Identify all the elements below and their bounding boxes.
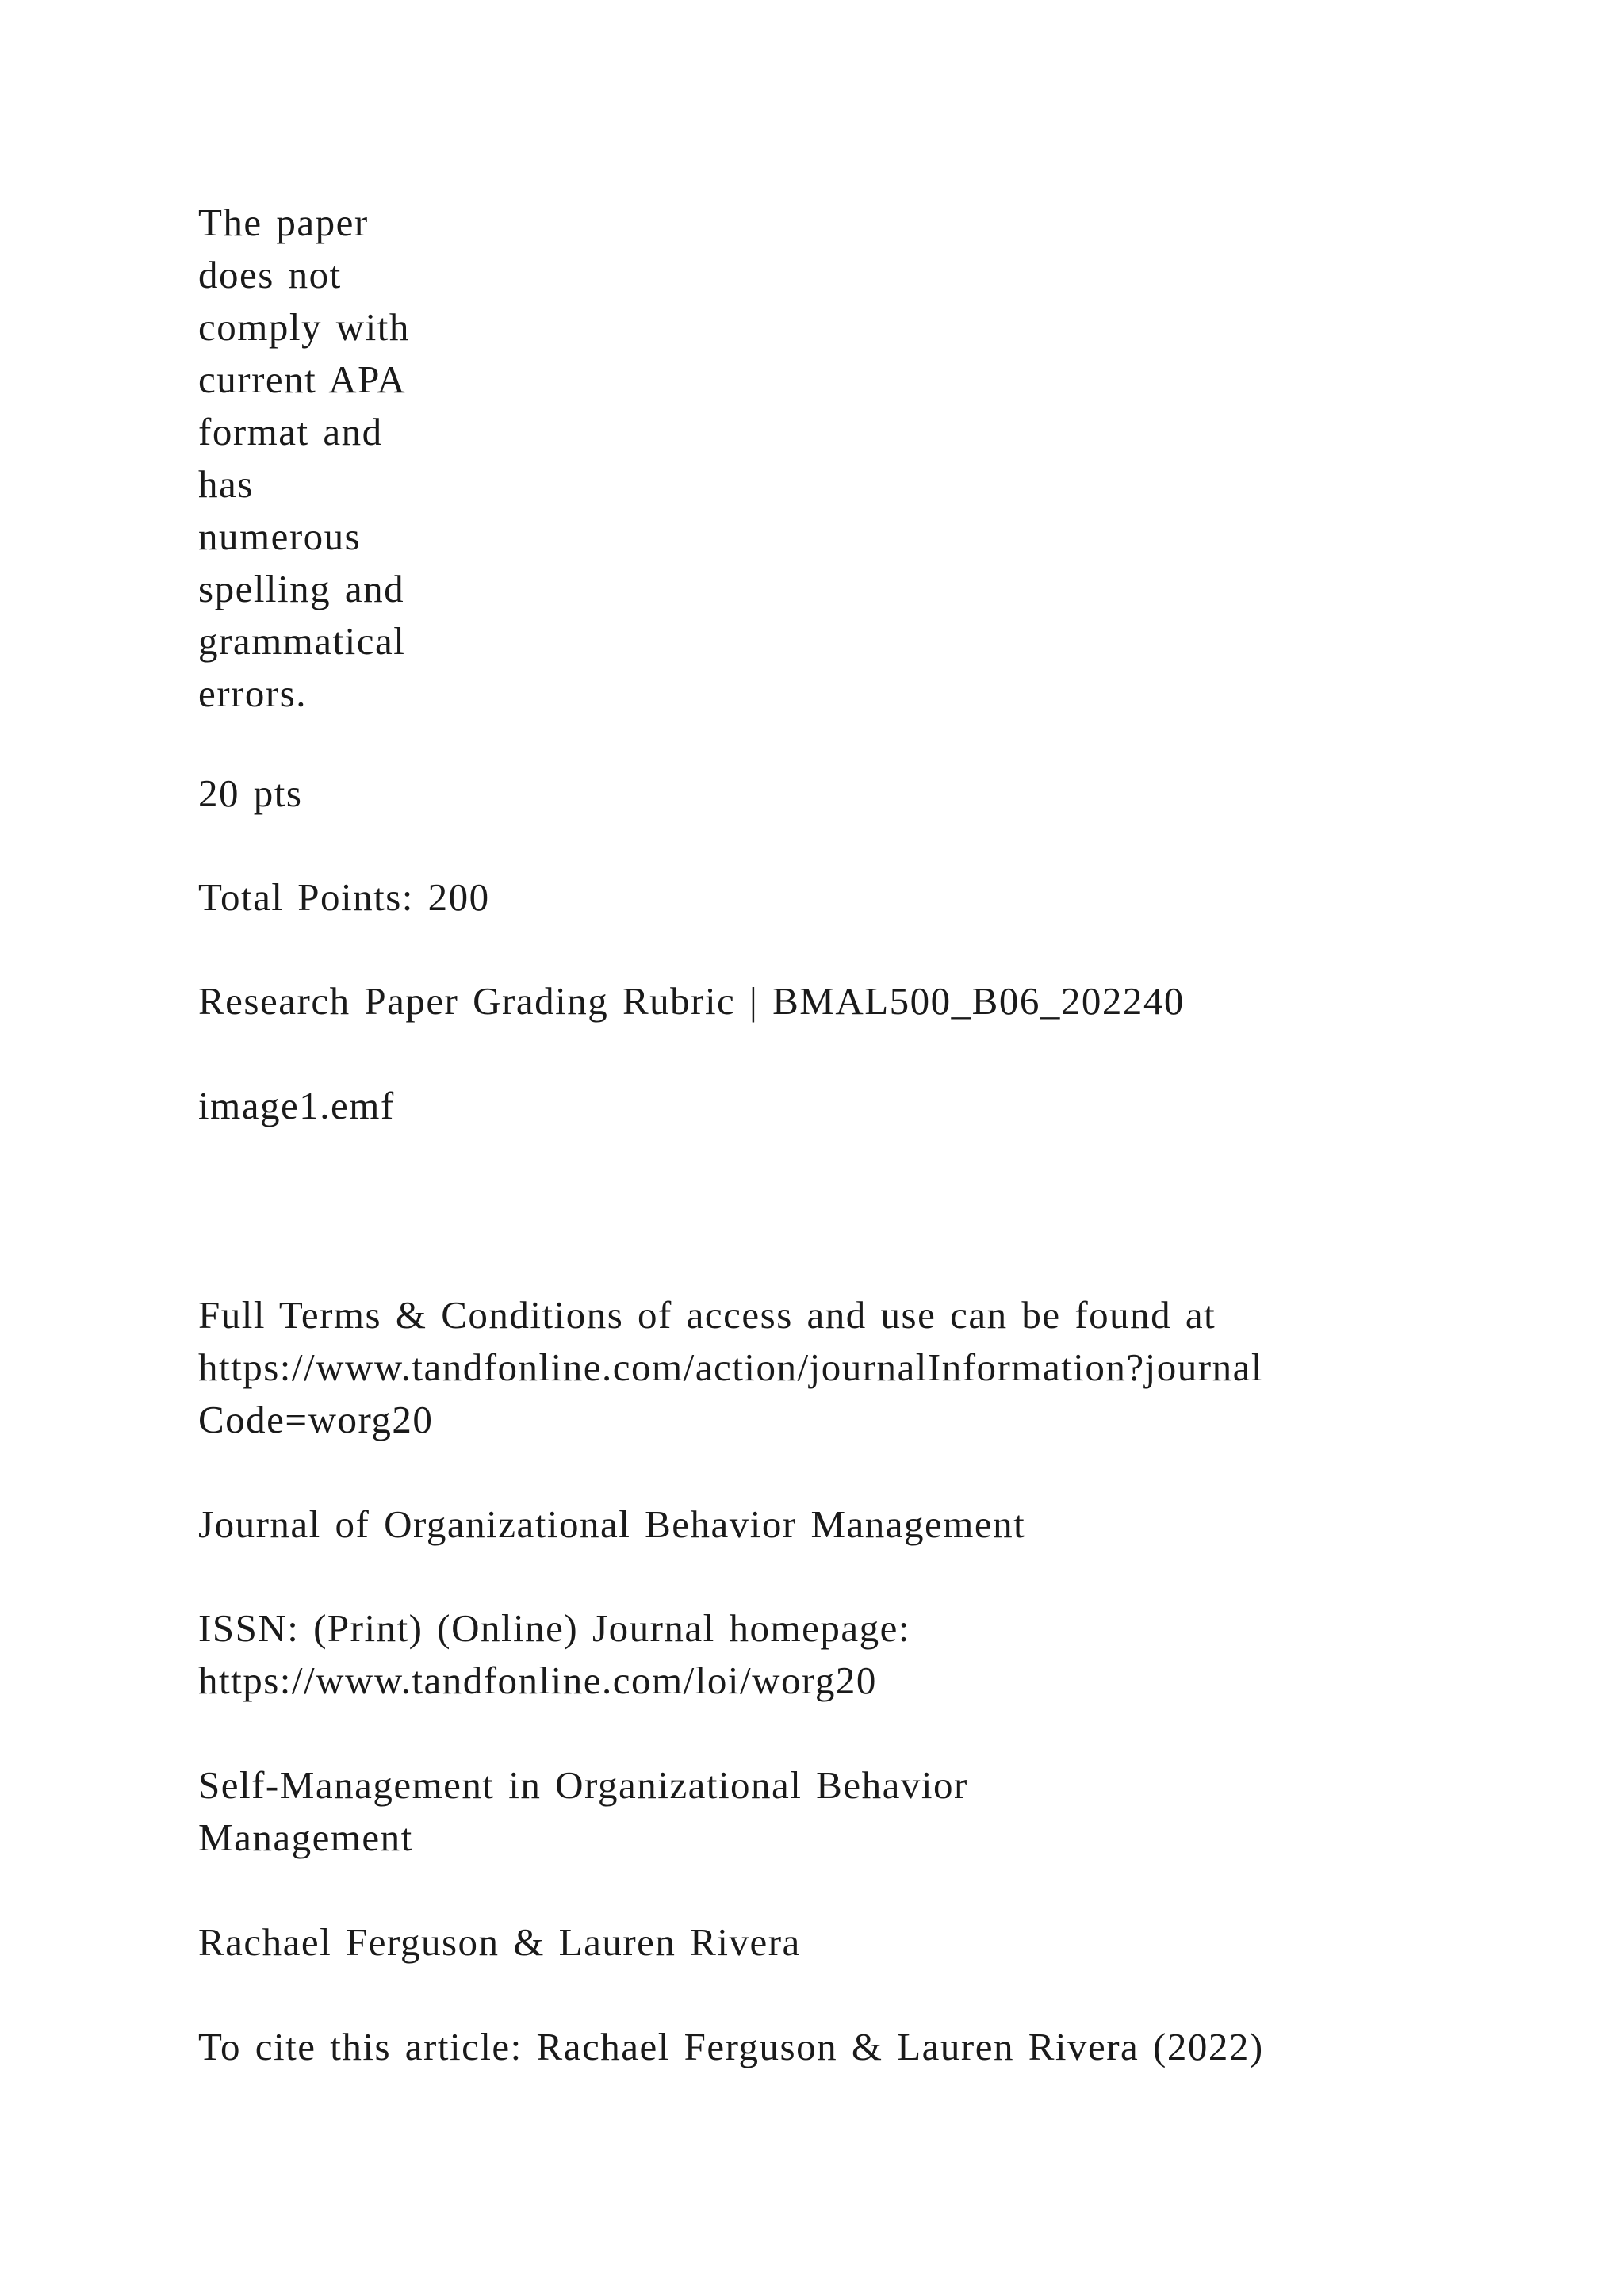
terms-and-conditions <box>198 1289 1263 1446</box>
rubric-cell-line: has <box>198 462 254 506</box>
citation-line: To cite this article: Rachael Ferguson & Lauren Rivera (2022) <box>198 2025 1264 2068</box>
article-title-line: Management <box>198 1816 413 1859</box>
image-reference: image1.emf <box>198 1084 395 1127</box>
rubric-cell-line: current APA <box>198 358 407 401</box>
journal-name: Journal of Organizational Behavior Management <box>198 1502 1026 1546</box>
rubric-cell-line: comply with <box>198 305 410 349</box>
terms-url-line: https://www.tandfonline.com/action/journalInformation?journal <box>198 1345 1263 1389</box>
article-title <box>198 1759 968 1864</box>
rubric-cell-line: does not <box>198 253 342 297</box>
points-value: 20 pts <box>198 771 303 815</box>
rubric-cell-line: The paper <box>198 201 369 244</box>
journal-homepage-url: https://www.tandfonline.com/loi/worg20 <box>198 1659 877 1702</box>
rubric-cell-line: grammatical <box>198 619 406 663</box>
rubric-cell-line: numerous <box>198 515 362 558</box>
terms-line: Full Terms & Conditions of access and use can be found at <box>198 1293 1216 1337</box>
issn-line: ISSN: (Print) (Online) Journal homepage: <box>198 1606 910 1650</box>
rubric-title: Research Paper Grading Rubric | BMAL500_B06_202240 <box>198 979 1185 1023</box>
rubric-cell-text <box>198 197 410 720</box>
article-title-line: Self-Management in Organizational Behavior <box>198 1763 968 1807</box>
rubric-cell-line: errors. <box>198 672 308 715</box>
terms-url-line: Code=worg20 <box>198 1398 434 1441</box>
rubric-cell-line: format and <box>198 410 383 453</box>
article-authors: Rachael Ferguson & Lauren Rivera <box>198 1920 801 1964</box>
total-points: Total Points: 200 <box>198 875 490 919</box>
rubric-cell-line: spelling and <box>198 567 405 610</box>
issn-info <box>198 1602 910 1707</box>
